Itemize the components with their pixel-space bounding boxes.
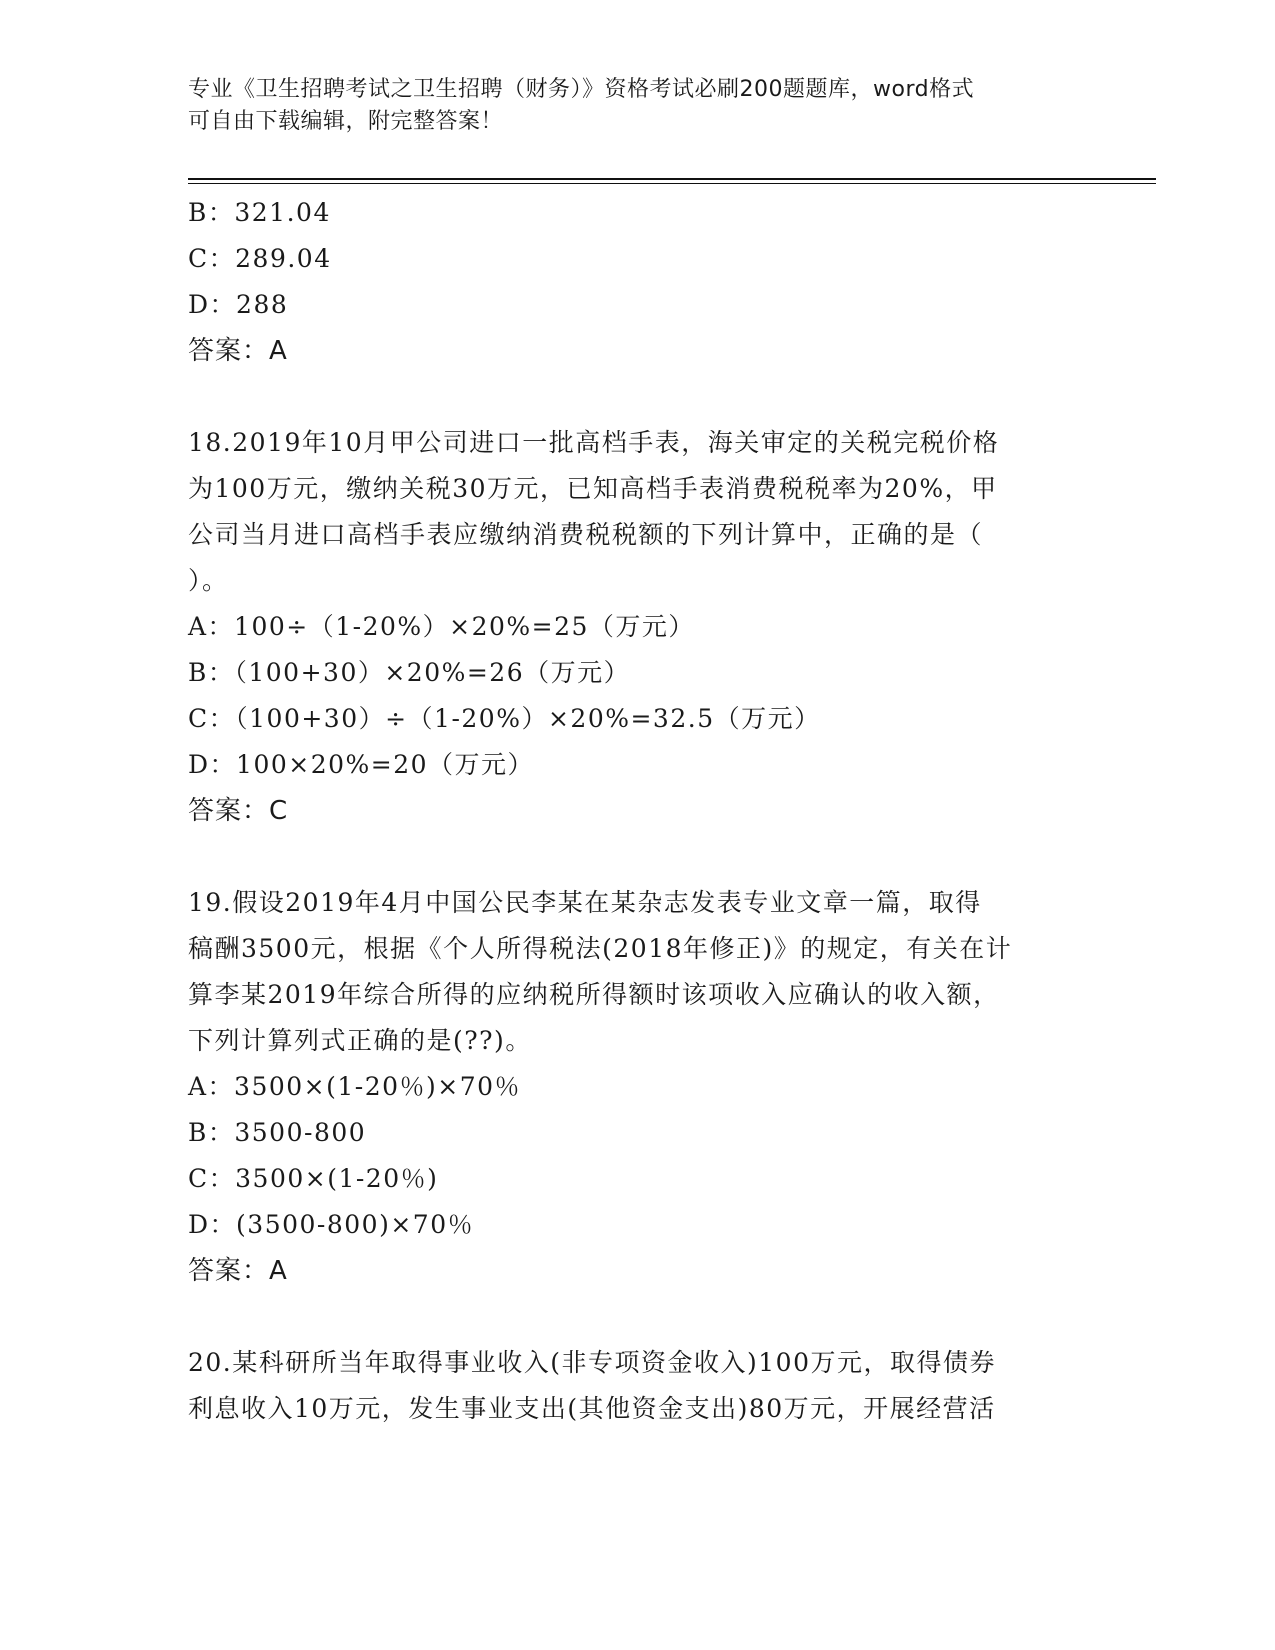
answer-line: 答案：C (188, 796, 289, 826)
prev-question-block (188, 190, 1088, 374)
document-header (188, 74, 1068, 138)
option-b: B：（100+30）×20%=26（万元） (188, 658, 631, 687)
header-line-2: 可自由下载编辑，附完整答案！ (188, 109, 504, 134)
option-c: C：289.04 (188, 244, 332, 273)
question-text-line: 公司当月进口高档手表应缴纳消费税税额的下列计算中，正确的是（ (188, 520, 984, 549)
option-a: A：3500×(1-20％)×70％ (188, 1072, 522, 1101)
option-c: C：（100+30）÷（1-20%）×20%=32.5（万元） (188, 704, 821, 733)
option-b: B：3500-800 (188, 1118, 367, 1147)
option-a: A：100÷（1-20%）×20%=25（万元） (188, 612, 695, 641)
header-divider-thick (188, 178, 1156, 180)
question-text-line: 18.2019年10月甲公司进口一批高档手表，海关审定的关税完税价格 (188, 428, 1000, 457)
answer-line: 答案：A (188, 1256, 288, 1286)
question-text-line: 19.假设2019年4月中国公民李某在某杂志发表专业文章一篇，取得 (188, 888, 982, 917)
question-text-line: 20.某科研所当年取得事业收入(非专项资金收入)100万元，取得债券 (188, 1348, 996, 1377)
document-body (188, 190, 1088, 1432)
option-d: D：288 (188, 290, 289, 319)
option-b: B：321.04 (188, 198, 331, 227)
question-20-block (188, 1340, 1088, 1432)
question-text-line: 算李某2019年综合所得的应纳税所得额时该项收入应确认的收入额， (188, 980, 1000, 1009)
question-18-block (188, 420, 1088, 834)
spacer (188, 834, 1088, 880)
option-d: D：100×20%=20（万元） (188, 750, 535, 779)
spacer (188, 1294, 1088, 1340)
question-text-line: 利息收入10万元，发生事业支出(其他资金支出)80万元，开展经营活 (188, 1394, 996, 1423)
option-c: C：3500×(1-20％) (188, 1164, 439, 1193)
header-line-1: 专业《卫生招聘考试之卫生招聘（财务）》资格考试必刷200题题库，word格式 (188, 77, 975, 102)
question-19-block (188, 880, 1088, 1294)
question-text-line: 稿酬3500元，根据《个人所得税法(2018年修正)》的规定，有关在计 (188, 934, 1013, 963)
answer-line: 答案：A (188, 336, 288, 366)
spacer (188, 374, 1088, 420)
question-text-line: 为100万元，缴纳关税30万元，已知高档手表消费税税率为20%，甲 (188, 474, 998, 503)
question-text-line: 下列计算列式正确的是(??)。 (188, 1026, 532, 1055)
option-d: D：(3500-800)×70％ (188, 1210, 475, 1239)
question-text-line: ）。 (188, 566, 229, 595)
header-divider-thin (188, 183, 1156, 184)
